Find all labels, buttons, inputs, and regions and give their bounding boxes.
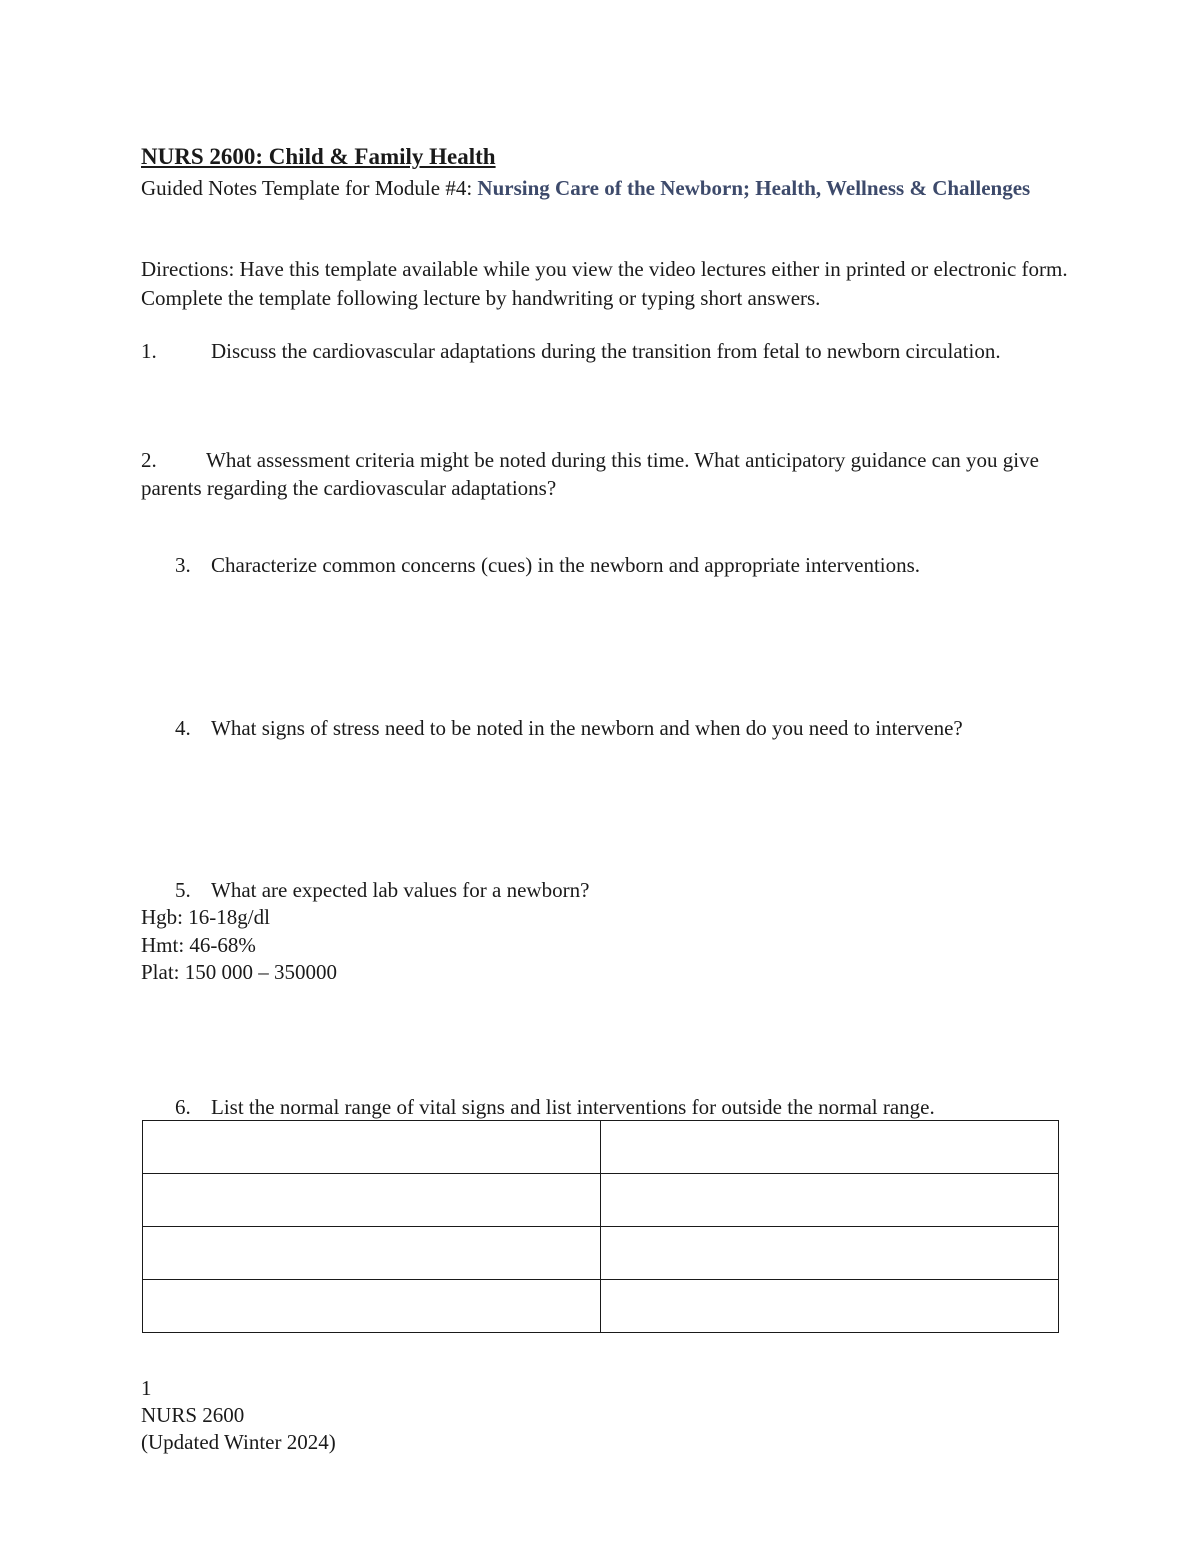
table-cell[interactable] — [601, 1280, 1059, 1333]
question-6 — [175, 1095, 935, 1120]
vital-signs-table — [142, 1120, 1059, 1333]
question-number: 3. — [175, 553, 191, 577]
module-name: Nursing Care of the Newborn; Health, Wellness & Challenges — [477, 176, 1031, 200]
question-4 — [175, 716, 963, 741]
question-1 — [141, 337, 1061, 365]
question-number: 4. — [175, 716, 191, 740]
lab-value-hmt: Hmt: 46-68% — [141, 933, 256, 957]
question-text: List the normal range of vital signs and list interventions for outside the normal range. — [211, 1095, 935, 1119]
question-number: 5. — [175, 878, 191, 902]
table-cell[interactable] — [601, 1121, 1059, 1174]
table-row — [143, 1227, 1059, 1280]
table-cell[interactable] — [143, 1280, 601, 1333]
footer-updated: (Updated Winter 2024) — [141, 1430, 336, 1454]
question-text: What assessment criteria might be noted during this time. What anticipatory guidance can you give parents regarding the cardiovascular adaptations? — [141, 448, 1039, 500]
footer-page-number: 1 — [141, 1376, 152, 1400]
question-number: 1. — [141, 339, 157, 363]
table-cell[interactable] — [143, 1174, 601, 1227]
subtitle-prefix: Guided Notes Template for Module #4: — [141, 176, 478, 200]
table-cell[interactable] — [601, 1227, 1059, 1280]
question-text: What are expected lab values for a newborn? — [211, 878, 590, 902]
directions-text: Directions: Have this template available while you view the video lectures either in printed or electronic form. Complete the template following lecture by handwriting or typing short answers. — [141, 257, 1068, 310]
question-2 — [141, 446, 1071, 502]
question-3 — [175, 553, 920, 578]
table-cell[interactable] — [143, 1121, 601, 1174]
lab-value-plat: Plat: 150 000 – 350000 — [141, 960, 338, 984]
page-title: NURS 2600: Child & Family Health — [141, 144, 496, 169]
footer-course: NURS 2600 — [141, 1403, 245, 1427]
table-cell[interactable] — [601, 1174, 1059, 1227]
question-5 — [175, 878, 589, 903]
table-row — [143, 1174, 1059, 1227]
question-text: Discuss the cardiovascular adaptations during the transition from fetal to newborn circulation. — [211, 339, 1001, 363]
table-row — [143, 1121, 1059, 1174]
table-row — [143, 1280, 1059, 1333]
question-number: 2. — [141, 448, 157, 472]
question-text: Characterize common concerns (cues) in the newborn and appropriate interventions. — [211, 553, 921, 577]
question-text: What signs of stress need to be noted in the newborn and when do you need to intervene? — [211, 716, 963, 740]
question-number: 6. — [175, 1095, 191, 1119]
lab-value-hgb: Hgb: 16-18g/dl — [141, 905, 270, 929]
table-cell[interactable] — [143, 1227, 601, 1280]
module-subtitle — [141, 175, 1041, 202]
